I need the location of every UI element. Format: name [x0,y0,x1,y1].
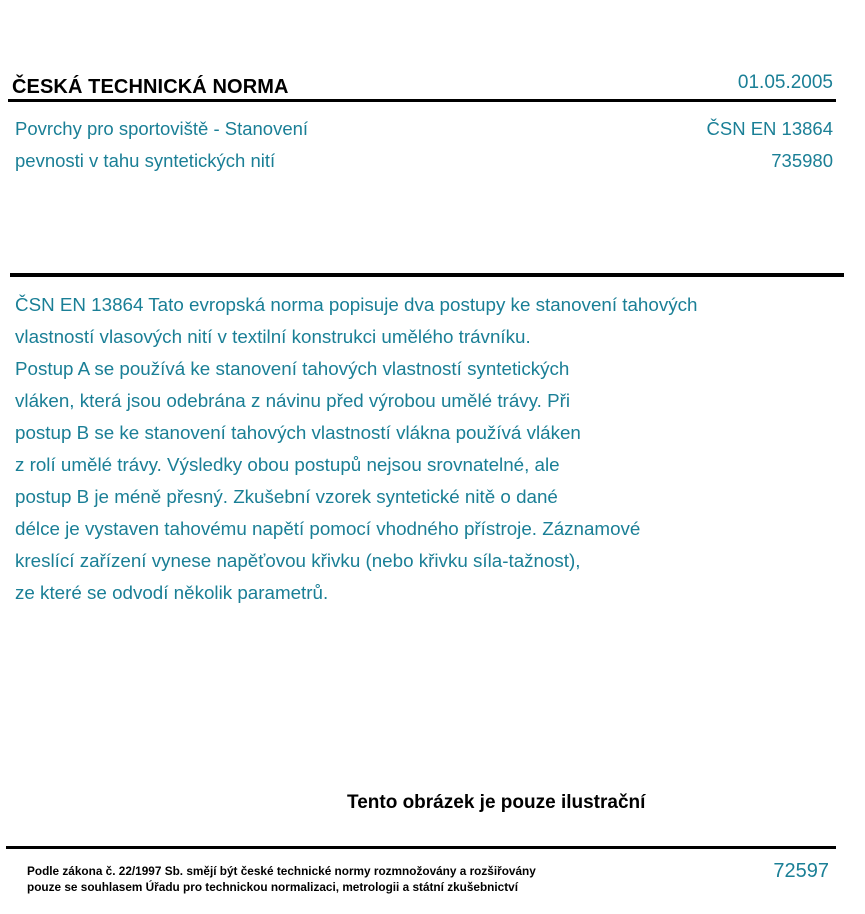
abstract-line: Postup A se používá ke stanovení tahových vlastností syntetických [15,358,570,379]
abstract-text [15,289,825,609]
abstract-line: postup B je méně přesný. Zkušební vzorek syntetické nitě o dané [15,486,558,507]
legal-notice-line-1: Podle zákona č. 22/1997 Sb. smějí být české technické normy rozmnožovány a rozšiřovány [27,864,536,878]
standard-subject-line-2: pevnosti v tahu syntetických nití [15,150,276,171]
footer-divider [6,846,836,849]
document-number: 72597 [773,860,829,882]
abstract-line: vláken, která jsou odebrána z návinu před výrobou umělé trávy. Při [15,390,571,411]
illustration-disclaimer: Tento obrázek je pouze ilustrační [347,792,646,813]
abstract-line: z rolí umělé trávy. Výsledky obou postupů nejsou srovnatelné, ale [15,454,560,475]
legal-notice [27,863,536,895]
abstract-line: postup B se ke stanovení tahových vlastností vlákna používá vláken [15,422,581,443]
document-type-title: ČESKÁ TECHNICKÁ NORMA [12,76,289,98]
classification-code: 735980 [771,150,833,171]
abstract-line: vlastností vlasových nití v textilní konstrukci umělého trávníku. [15,326,531,347]
standard-subject-line-1: Povrchy pro sportoviště - Stanovení [15,118,309,139]
issue-date: 01.05.2005 [737,72,833,93]
abstract-line: ze které se odvodí několik parametrů. [15,582,329,603]
abstract-line: kreslící zařízení vynese napěťovou křivku (nebo křivku síla-tažnost), [15,550,581,571]
header-divider [8,99,836,102]
abstract-line: délce je vystaven tahovému napětí pomocí vhodného přístroje. Záznamové [15,518,641,539]
legal-notice-line-2: pouze se souhlasem Úřadu pro technickou normalizaci, metrologii a státní zkušebnictví [27,880,518,894]
abstract-line: ČSN EN 13864 Tato evropská norma popisuje dva postupy ke stanovení tahových [15,294,698,315]
standard-designation: ČSN EN 13864 [706,118,833,139]
section-divider [10,273,844,277]
